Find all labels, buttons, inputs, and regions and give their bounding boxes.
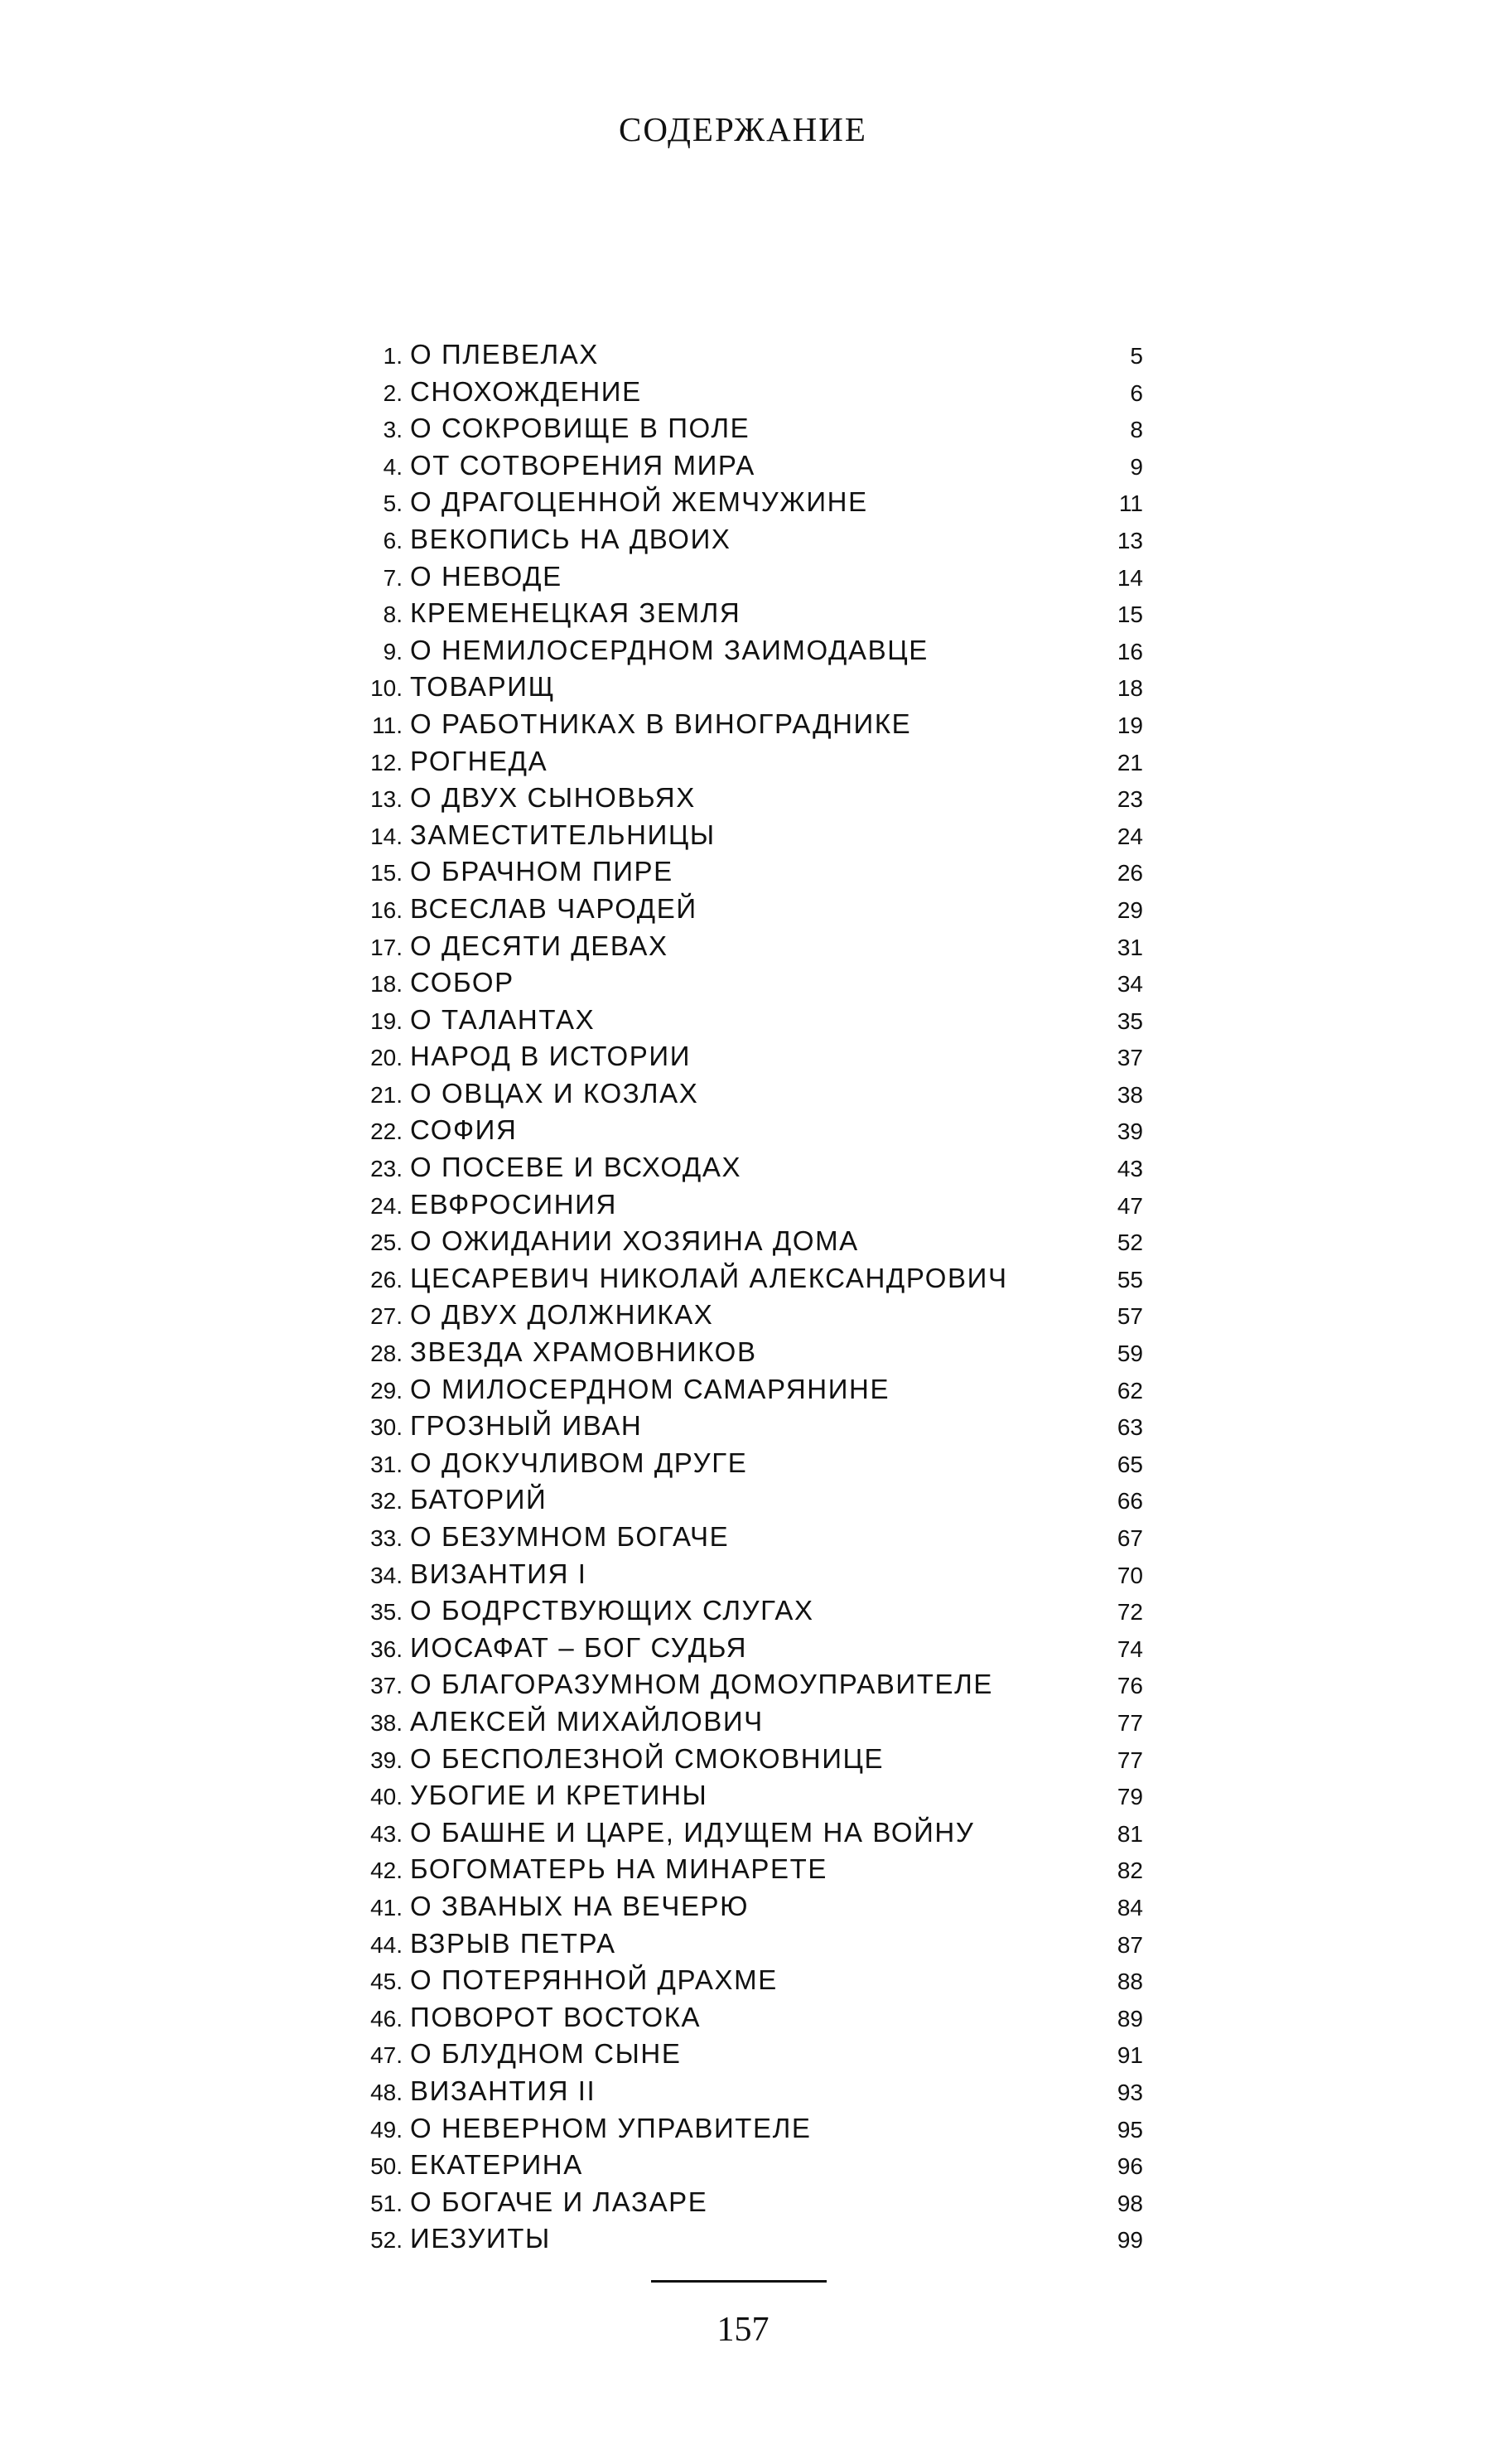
toc-entry-page: 76 bbox=[1117, 1673, 1143, 1699]
toc-entry-number: 46. bbox=[370, 2005, 403, 2032]
toc-entry-page: 26 bbox=[1117, 860, 1143, 887]
toc-entry-title: ЗАМЕСТИТЕЛЬНИЦЫ bbox=[410, 819, 716, 850]
toc-entry bbox=[331, 1297, 1143, 1334]
toc-entry-title: КРЕМЕНЕЦКАЯ ЗЕМЛЯ bbox=[410, 597, 741, 629]
toc-entry bbox=[331, 558, 1143, 596]
toc-entry bbox=[331, 632, 1143, 669]
page-number: 157 bbox=[716, 2311, 770, 2349]
toc-entry-number: 29. bbox=[370, 1377, 403, 1404]
toc-entry-page: 63 bbox=[1117, 1414, 1143, 1441]
toc-entry-title: О ДВУХ СЫНОВЬЯХ bbox=[410, 782, 696, 814]
toc-entry-number: 19. bbox=[370, 1007, 403, 1034]
toc-entry-title: ЕКАТЕРИНА bbox=[410, 2149, 583, 2181]
toc-entry bbox=[331, 1408, 1143, 1445]
toc-entry-page: 18 bbox=[1117, 675, 1143, 702]
toc-entry bbox=[331, 1925, 1143, 1963]
toc-entry-page: 52 bbox=[1117, 1230, 1143, 1256]
toc-entry-number: 20. bbox=[370, 1045, 403, 1071]
toc-entry-page: 74 bbox=[1117, 1635, 1143, 1662]
toc-entry-title: ВЕКОПИСЬ НА ДВОИХ bbox=[410, 523, 731, 554]
toc-entry bbox=[331, 336, 1143, 374]
toc-entry-page: 23 bbox=[1117, 786, 1143, 813]
toc-entry-number: 28. bbox=[370, 1341, 403, 1367]
toc-entry-page: 98 bbox=[1117, 2190, 1143, 2216]
toc-entry-number: 34. bbox=[370, 1562, 403, 1588]
toc-entry bbox=[331, 891, 1143, 928]
toc-entry-number: 10. bbox=[370, 675, 403, 702]
toc-entry-title: О ОЖИДАНИИ ХОЗЯИНА ДОМА bbox=[410, 1225, 859, 1257]
toc-entry-page: 72 bbox=[1117, 1599, 1143, 1626]
toc-entry bbox=[331, 1777, 1143, 1814]
toc-entry bbox=[331, 374, 1143, 411]
toc-entry-page: 93 bbox=[1117, 2079, 1143, 2105]
toc-entry-number: 36. bbox=[370, 1635, 403, 1662]
toc-entry bbox=[331, 1038, 1143, 1075]
toc-entry-page: 13 bbox=[1117, 527, 1143, 553]
toc-entry-page: 29 bbox=[1117, 896, 1143, 923]
toc-entry-title: СОФИЯ bbox=[410, 1114, 518, 1146]
table-of-contents bbox=[331, 336, 1143, 2258]
toc-entry-title: О ДРАГОЦЕННОЙ ЖЕМЧУЖИНЕ bbox=[410, 486, 868, 518]
toc-entry-page: 39 bbox=[1117, 1118, 1143, 1145]
toc-entry-number: 1. bbox=[383, 343, 403, 369]
toc-entry-number: 2. bbox=[383, 379, 403, 406]
toc-entry-title: О СОКРОВИЩЕ В ПОЛЕ bbox=[410, 413, 750, 444]
toc-entry bbox=[331, 928, 1143, 965]
toc-entry-number: 51. bbox=[370, 2190, 403, 2216]
toc-entry-number: 5. bbox=[383, 490, 403, 517]
toc-entry-title: ПОВОРОТ ВОСТОКА bbox=[410, 2001, 702, 2032]
toc-entry-title: ТОВАРИЩ bbox=[410, 671, 556, 703]
toc-entry-title: ЗВЕЗДА ХРАМОВНИКОВ bbox=[410, 1336, 757, 1368]
toc-entry-title: О БЕЗУМНОМ БОГАЧЕ bbox=[410, 1521, 730, 1552]
toc-entry-page: 8 bbox=[1130, 417, 1143, 443]
toc-entry-page: 31 bbox=[1117, 934, 1143, 960]
toc-entry-title: БОГОМАТЕРЬ НА МИНАРЕТЕ bbox=[410, 1853, 828, 1885]
toc-entry bbox=[331, 1888, 1143, 1925]
toc-entry-page: 81 bbox=[1117, 1820, 1143, 1847]
toc-entry-page: 84 bbox=[1117, 1894, 1143, 1920]
toc-entry-page: 70 bbox=[1117, 1562, 1143, 1588]
toc-entry bbox=[331, 595, 1143, 632]
toc-entry-title: ЕВФРОСИНИЯ bbox=[410, 1188, 617, 1220]
toc-entry-number: 50. bbox=[370, 2153, 403, 2180]
toc-entry-number: 32. bbox=[370, 1488, 403, 1515]
toc-entry-page: 16 bbox=[1117, 638, 1143, 664]
toc-entry-number: 45. bbox=[370, 1969, 403, 1995]
toc-entry-title: О БЛАГОРАЗУМНОМ ДОМОУПРАВИТЕЛЕ bbox=[410, 1669, 993, 1700]
toc-entry-title: О БЛУДНОМ СЫНЕ bbox=[410, 2038, 682, 2070]
toc-entry-number: 52. bbox=[370, 2227, 403, 2254]
toc-entry-page: 96 bbox=[1117, 2153, 1143, 2180]
toc-entry bbox=[331, 2073, 1143, 2110]
toc-entry-number: 26. bbox=[370, 1266, 403, 1292]
toc-entry-title: СНОХОЖДЕНИЕ bbox=[410, 375, 642, 407]
page-title: СОДЕРЖАНИЕ bbox=[619, 110, 867, 148]
toc-entry-number: 33. bbox=[370, 1525, 403, 1551]
toc-entry bbox=[331, 1666, 1143, 1703]
toc-entry-title: О ОВЦАХ И КОЗЛАХ bbox=[410, 1077, 699, 1109]
toc-entry-page: 55 bbox=[1117, 1266, 1143, 1292]
toc-entry bbox=[331, 1223, 1143, 1260]
toc-entry bbox=[331, 410, 1143, 447]
toc-entry-number: 41. bbox=[370, 1894, 403, 1920]
toc-entry-title: ВЗРЫВ ПЕТРА bbox=[410, 1927, 616, 1959]
toc-entry-number: 17. bbox=[370, 934, 403, 960]
toc-entry bbox=[331, 1999, 1143, 2036]
toc-entry-title: О БРАЧНОМ ПИРЕ bbox=[410, 856, 673, 887]
toc-entry bbox=[331, 1186, 1143, 1224]
toc-entry bbox=[331, 484, 1143, 521]
toc-entry bbox=[331, 1592, 1143, 1630]
toc-entry-number: 23. bbox=[370, 1156, 403, 1182]
toc-entry-number: 4. bbox=[383, 453, 403, 480]
toc-entry-number: 47. bbox=[370, 2042, 403, 2069]
toc-entry-page: 77 bbox=[1117, 1709, 1143, 1736]
toc-entry-title: ИОСАФАТ – БОГ СУДЬЯ bbox=[410, 1631, 748, 1663]
toc-entry bbox=[331, 1741, 1143, 1778]
toc-entry-number: 27. bbox=[370, 1303, 403, 1330]
toc-entry bbox=[331, 2184, 1143, 2221]
toc-entry-page: 95 bbox=[1117, 2116, 1143, 2143]
toc-entry bbox=[331, 1445, 1143, 1482]
toc-entry bbox=[331, 964, 1143, 1002]
toc-entry-title: ОТ СОТВОРЕНИЯ МИРА bbox=[410, 449, 755, 481]
toc-entry-title: УБОГИЕ И КРЕТИНЫ bbox=[410, 1780, 708, 1811]
toc-entry-title: ЦЕСАРЕВИЧ НИКОЛАЙ АЛЕКСАНДРОВИЧ bbox=[410, 1262, 1008, 1293]
toc-entry-page: 5 bbox=[1130, 343, 1143, 369]
toc-entry-title: О НЕМИЛОСЕРДНОМ ЗАИМОДАВЦЕ bbox=[410, 634, 929, 665]
toc-entry-number: 35. bbox=[370, 1599, 403, 1626]
toc-entry-page: 38 bbox=[1117, 1081, 1143, 1108]
toc-entry bbox=[331, 1112, 1143, 1149]
toc-entry-page: 79 bbox=[1117, 1784, 1143, 1810]
toc-entry-title: О НЕВОДЕ bbox=[410, 560, 562, 592]
toc-entry-page: 24 bbox=[1117, 823, 1143, 849]
toc-entry-title: О БАШНЕ И ЦАРЕ, ИДУЩЕМ НА ВОЙНУ bbox=[410, 1816, 975, 1848]
toc-entry-page: 59 bbox=[1117, 1341, 1143, 1367]
toc-entry-number: 37. bbox=[370, 1673, 403, 1699]
toc-entry-page: 43 bbox=[1117, 1156, 1143, 1182]
toc-entry-title: О НЕВЕРНОМ УПРАВИТЕЛЕ bbox=[410, 2112, 812, 2143]
toc-entry-number: 25. bbox=[370, 1230, 403, 1256]
toc-entry-number: 8. bbox=[383, 602, 403, 628]
toc-entry-number: 24. bbox=[370, 1192, 403, 1219]
toc-entry-page: 89 bbox=[1117, 2005, 1143, 2032]
toc-entry-number: 15. bbox=[370, 860, 403, 887]
toc-entry bbox=[331, 1703, 1143, 1741]
toc-entry-number: 12. bbox=[370, 749, 403, 775]
toc-entry-number: 11. bbox=[372, 712, 403, 738]
toc-entry-title: НАРОД В ИСТОРИИ bbox=[410, 1041, 692, 1072]
toc-entry-number: 21. bbox=[370, 1081, 403, 1108]
toc-entry-title: РОГНЕДА bbox=[410, 745, 548, 776]
toc-entry-page: 21 bbox=[1117, 749, 1143, 775]
toc-entry-page: 19 bbox=[1117, 712, 1143, 738]
toc-entry-number: 22. bbox=[370, 1118, 403, 1145]
toc-entry-number: 44. bbox=[370, 1931, 403, 1958]
toc-entry bbox=[331, 1814, 1143, 1852]
toc-entry bbox=[331, 1481, 1143, 1519]
toc-entry-page: 66 bbox=[1117, 1488, 1143, 1515]
toc-entry bbox=[331, 1851, 1143, 1888]
toc-entry-number: 48. bbox=[370, 2079, 403, 2105]
toc-entry-number: 43. bbox=[370, 1820, 403, 1847]
toc-entry-title: ВИЗАНТИЯ II bbox=[410, 2075, 596, 2106]
toc-entry bbox=[331, 2220, 1143, 2258]
toc-entry-page: 65 bbox=[1117, 1451, 1143, 1477]
toc-entry-title: О ТАЛАНТАХ bbox=[410, 1003, 596, 1035]
toc-entry-number: 9. bbox=[383, 638, 403, 664]
toc-entry-number: 13. bbox=[370, 786, 403, 813]
toc-entry-title: О ПОСЕВЕ И ВСХОДАХ bbox=[410, 1152, 742, 1183]
toc-entry bbox=[331, 447, 1143, 485]
toc-entry-page: 15 bbox=[1117, 602, 1143, 628]
toc-entry-number: 7. bbox=[383, 564, 403, 591]
toc-entry-number: 40. bbox=[370, 1784, 403, 1810]
toc-entry-page: 88 bbox=[1117, 1969, 1143, 1995]
toc-entry-title: О БЕСПОЛЕЗНОЙ СМОКОВНИЦЕ bbox=[410, 1742, 885, 1774]
toc-entry-page: 67 bbox=[1117, 1525, 1143, 1551]
toc-entry bbox=[331, 1260, 1143, 1297]
toc-entry-title: БАТОРИЙ bbox=[410, 1484, 548, 1515]
toc-entry bbox=[331, 1149, 1143, 1186]
toc-entry-title: ВИЗАНТИЯ I bbox=[410, 1558, 587, 1589]
toc-entry-page: 91 bbox=[1117, 2042, 1143, 2069]
toc-entry bbox=[331, 1371, 1143, 1408]
toc-entry bbox=[331, 1556, 1143, 1593]
toc-entry-number: 39. bbox=[370, 1747, 403, 1773]
toc-entry-number: 38. bbox=[370, 1709, 403, 1736]
toc-entry-title: О РАБОТНИКАХ В ВИНОГРАДНИКЕ bbox=[410, 708, 912, 739]
toc-entry bbox=[331, 743, 1143, 780]
toc-entry-title: О ДОКУЧЛИВОМ ДРУГЕ bbox=[410, 1447, 748, 1478]
toc-entry bbox=[331, 1630, 1143, 1667]
toc-entry-title: О ЗВАНЫХ НА ВЕЧЕРЮ bbox=[410, 1890, 750, 1921]
toc-entry-page: 35 bbox=[1117, 1007, 1143, 1034]
toc-entry-title: ИЕЗУИТЫ bbox=[410, 2223, 551, 2254]
toc-entry bbox=[331, 1962, 1143, 1999]
toc-entry-page: 6 bbox=[1130, 379, 1143, 406]
toc-entry-page: 11 bbox=[1118, 490, 1143, 517]
toc-entry-title: О БОДРСТВУЮЩИХ СЛУГАХ bbox=[410, 1595, 814, 1626]
toc-entry-page: 47 bbox=[1117, 1192, 1143, 1219]
toc-entry bbox=[331, 2036, 1143, 2073]
toc-entry bbox=[331, 1075, 1143, 1113]
toc-entry-number: 3. bbox=[383, 417, 403, 443]
toc-entry-page: 99 bbox=[1117, 2227, 1143, 2254]
toc-entry-title: О ДВУХ ДОЛЖНИКАХ bbox=[410, 1299, 714, 1331]
toc-entry-page: 87 bbox=[1117, 1931, 1143, 1958]
toc-entry-page: 9 bbox=[1130, 453, 1143, 480]
toc-entry bbox=[331, 1002, 1143, 1039]
toc-entry bbox=[331, 706, 1143, 743]
toc-entry-title: ГРОЗНЫЙ ИВАН bbox=[410, 1410, 643, 1442]
toc-entry-title: ВСЕСЛАВ ЧАРОДЕЙ bbox=[410, 892, 697, 924]
toc-entry-page: 62 bbox=[1117, 1377, 1143, 1404]
toc-entry-title: О БОГАЧЕ И ЛАЗАРЕ bbox=[410, 2186, 708, 2217]
toc-entry-page: 14 bbox=[1117, 564, 1143, 591]
toc-entry-number: 16. bbox=[370, 896, 403, 923]
toc-entry bbox=[331, 817, 1143, 854]
toc-entry bbox=[331, 669, 1143, 706]
toc-entry-number: 18. bbox=[370, 971, 403, 998]
toc-entry-page: 57 bbox=[1117, 1303, 1143, 1330]
toc-entry-number: 49. bbox=[370, 2116, 403, 2143]
toc-entry-title: СОБОР bbox=[410, 967, 514, 998]
toc-entry-page: 37 bbox=[1117, 1045, 1143, 1071]
toc-entry-title: О МИЛОСЕРДНОМ САМАРЯНИНЕ bbox=[410, 1373, 890, 1404]
toc-entry-page: 77 bbox=[1117, 1747, 1143, 1773]
toc-entry-title: О ПЛЕВЕЛАХ bbox=[410, 339, 599, 370]
toc-entry-title: АЛЕКСЕЙ МИХАЙЛОВИЧ bbox=[410, 1705, 764, 1737]
toc-entry-page: 34 bbox=[1117, 971, 1143, 998]
footer-rule bbox=[651, 2280, 827, 2283]
toc-entry-number: 42. bbox=[370, 1858, 403, 1884]
toc-entry-number: 31. bbox=[370, 1451, 403, 1477]
toc-entry bbox=[331, 780, 1143, 817]
toc-entry-number: 14. bbox=[370, 823, 403, 849]
toc-entry-number: 30. bbox=[370, 1414, 403, 1441]
toc-entry bbox=[331, 521, 1143, 558]
toc-entry bbox=[331, 1519, 1143, 1556]
toc-entry-title: О ДЕСЯТИ ДЕВАХ bbox=[410, 930, 668, 961]
toc-entry bbox=[331, 2110, 1143, 2148]
toc-entry-page: 82 bbox=[1117, 1858, 1143, 1884]
toc-entry-title: О ПОТЕРЯННОЙ ДРАХМЕ bbox=[410, 1964, 778, 1996]
toc-entry bbox=[331, 2147, 1143, 2184]
toc-entry bbox=[331, 853, 1143, 891]
toc-entry bbox=[331, 1334, 1143, 1371]
toc-entry-number: 6. bbox=[383, 527, 403, 553]
